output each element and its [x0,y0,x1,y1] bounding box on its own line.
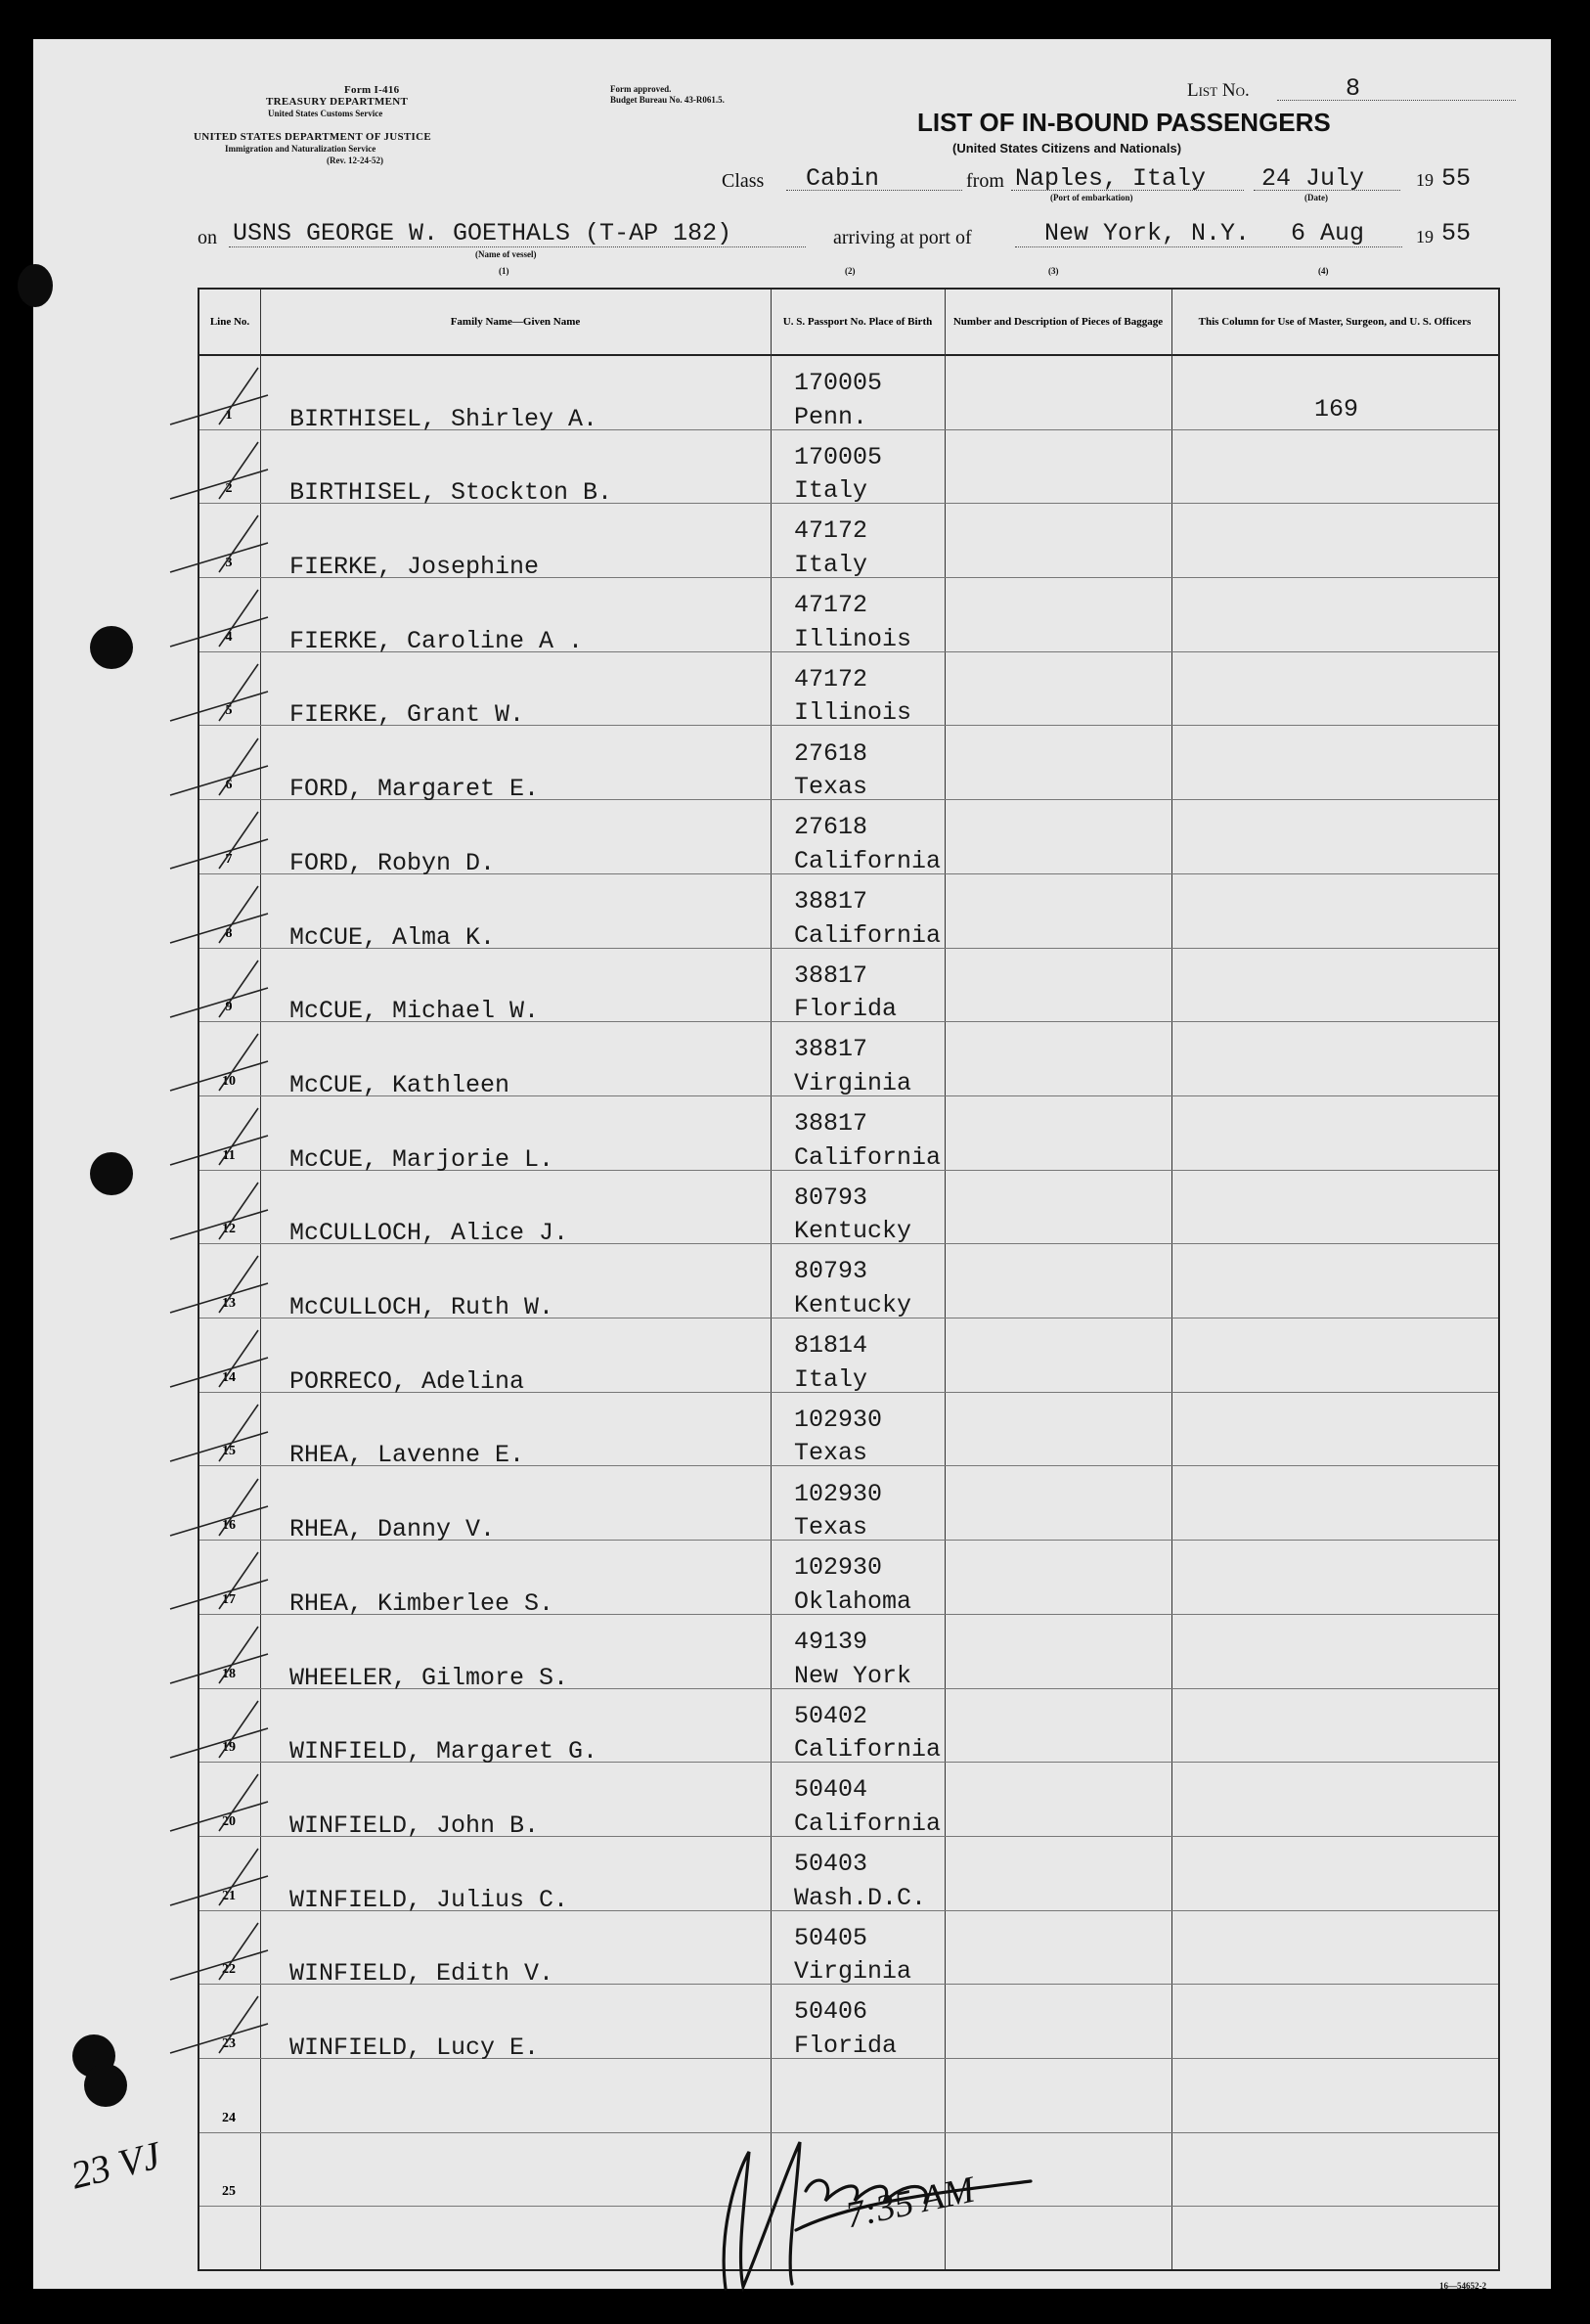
check-mark [199,430,395,505]
col-num-2: (2) [845,266,856,276]
passport-number: 170005 [794,442,883,471]
class-value: Cabin [806,164,880,193]
table-row [199,1763,1498,1840]
check-mark [199,1096,395,1171]
time-note: 7:35 AM [842,2168,979,2237]
place-of-birth: Virginia [794,1068,912,1097]
place-of-birth: Texas [794,773,868,802]
table-row [199,727,1498,804]
place-of-birth: Illinois [794,698,912,728]
passenger-name: RHEA, Lavenne E. [289,1441,525,1470]
budget-bureau: Budget Bureau No. 43-R061.5. [610,95,725,105]
line-number: 20 [222,1813,236,1829]
passport-number: 38817 [794,961,868,990]
port-of-embarkation: Naples, Italy [1015,164,1207,193]
passenger-name: WHEELER, Gilmore S. [289,1663,569,1692]
passenger-name: BIRTHISEL, Shirley A. [289,404,598,433]
table-row [199,1911,1498,1989]
place-of-birth: California [794,846,942,875]
table-row [199,504,1498,582]
header-officers: This Column for Use of Master, Surgeon, and U. S. Officers [1171,290,1498,356]
check-mark [199,1911,395,1986]
list-no-value: 8 [1346,74,1361,103]
place-of-birth: Italy [794,1364,868,1394]
line-number: 6 [225,778,233,793]
on-label: on [198,227,217,248]
line-number: 17 [222,1591,236,1607]
table-row [199,949,1498,1026]
passport-number: 38817 [794,1109,868,1138]
table-row [199,1022,1498,1099]
passport-number: 80793 [794,1183,868,1212]
passport-number: 27618 [794,813,868,842]
line-number: 24 [222,2110,236,2125]
arriving-label: arriving at port of [833,227,972,248]
header-passport: U. S. Passport No. Place of Birth [771,290,945,356]
form-approved: Form approved. [610,84,672,94]
passport-number: 49139 [794,1627,868,1656]
vessel-name: USNS GEORGE W. GOETHALS (T-AP 182) [233,219,732,247]
passport-number: 50403 [794,1850,868,1878]
table-row [199,1171,1498,1248]
table-row [199,356,1498,433]
line-number: 11 [222,1147,236,1163]
passport-number: 47172 [794,664,868,693]
check-mark [199,949,395,1023]
header-baggage: Number and Description of Pieces of Baggage [945,290,1171,356]
place-of-birth: Italy [794,476,868,506]
table-row [199,1096,1498,1174]
passenger-name: FIERKE, Grant W. [289,700,525,730]
check-mark [199,874,395,949]
table-row [199,1393,1498,1470]
passport-number: 38817 [794,886,868,916]
header-line-no: Line No. [199,290,260,356]
check-mark [199,652,395,727]
form-title: LIST OF IN-BOUND PASSENGERS [917,108,1331,137]
line-number: 10 [222,1073,236,1089]
line-number: 3 [225,556,233,571]
place-of-birth: California [794,1142,942,1172]
table-row [199,874,1498,952]
passenger-name: McCUE, Michael W. [289,997,540,1026]
passport-number: 81814 [794,1331,868,1361]
passenger-name: McCULLOCH, Alice J. [289,1219,569,1248]
passenger-name: McCUE, Marjorie L. [289,1144,554,1174]
passenger-name: PORRECO, Adelina [289,1366,525,1396]
embarkation-date: 24 July [1261,164,1365,193]
passenger-table [198,288,1500,2271]
table-row [199,1985,1498,2063]
passport-number: 102930 [794,1405,883,1434]
from-label: from [966,170,1004,192]
col-num-3: (3) [1048,266,1059,276]
table-row [199,1689,1498,1764]
year-prefix: 19 [1416,227,1434,246]
arrival-port: New York, N.Y. [1044,219,1251,247]
passport-number: 47172 [794,516,868,546]
line-number: 8 [225,925,233,941]
line-number: 9 [225,1000,233,1015]
table-row [199,1837,1498,1914]
passenger-name: WINFIELD, Edith V. [289,1959,554,1989]
port-embark-caption: (Port of embarkation) [1050,193,1133,202]
place-of-birth: Texas [794,1513,868,1542]
check-mark [199,1393,395,1467]
place-of-birth: Oklahoma [794,1587,912,1616]
check-mark [199,504,395,578]
line-number: 7 [225,851,233,867]
passenger-name: RHEA, Danny V. [289,1515,496,1544]
place-of-birth: Wash.D.C. [794,1883,927,1912]
table-row [199,800,1498,877]
col-num-4: (4) [1318,266,1329,276]
table-row [199,1318,1498,1396]
year-prefix: 19 [1416,170,1434,190]
line-number: 25 [222,2184,236,2200]
passport-number: 50405 [794,1923,868,1952]
line-number: 19 [222,1740,236,1756]
class-label: Class [722,170,765,192]
table-row [199,652,1498,730]
check-mark [199,1837,395,1911]
line-number: 1 [225,407,233,423]
line-number: 21 [222,1888,236,1903]
passport-number: 50402 [794,1701,868,1730]
place-of-birth: Penn. [794,402,868,431]
check-mark [199,1022,395,1096]
line-number: 5 [225,703,233,719]
arrival-date: 6 Aug [1291,219,1365,247]
vessel-caption: (Name of vessel) [475,249,537,259]
table-row [199,430,1498,508]
passenger-name: McCULLOCH, Ruth W. [289,1293,554,1322]
check-mark [199,1467,395,1542]
line-number: 13 [222,1296,236,1312]
place-of-birth: Virginia [794,1957,912,1987]
passenger-name: RHEA, Kimberlee S. [289,1588,554,1618]
passenger-name: BIRTHISEL, Stockton B. [289,478,613,508]
document-page [33,39,1551,2289]
col-num-1: (1) [499,266,509,276]
passenger-name: WINFIELD, Margaret G. [289,1737,598,1766]
punch-hole [84,2064,127,2107]
table-row [199,1615,1498,1692]
line-number: 2 [225,481,233,497]
check-mark [199,727,395,801]
embarkation-year: 55 [1441,164,1472,193]
justice-dept: UNITED STATES DEPARTMENT OF JUSTICE [194,131,431,143]
header-name: Family Name—Given Name [260,290,771,356]
line-number: 16 [222,1518,236,1534]
passport-number: 38817 [794,1035,868,1064]
check-mark [199,1541,395,1615]
place-of-birth: Kentucky [794,1291,912,1320]
table-row [199,1541,1498,1618]
passport-number: 170005 [794,369,883,397]
place-of-birth: Florida [794,2032,898,2061]
table-row [199,578,1498,655]
place-of-birth: New York [794,1661,912,1690]
place-of-birth: Illinois [794,624,912,653]
form-subtitle: (United States Citizens and Nationals) [952,141,1182,156]
form-id: Form I-416 [344,84,400,96]
passenger-name: McCUE, Alma K. [289,922,496,952]
punch-hole [90,1152,133,1195]
line-number: 15 [222,1444,236,1459]
check-mark [199,1763,395,1837]
passport-number: 27618 [794,738,868,768]
line-number: 14 [222,1369,236,1385]
place-of-birth: Florida [794,995,898,1024]
passport-number: 102930 [794,1479,883,1508]
place-of-birth: California [794,920,942,950]
check-mark [199,1985,395,2059]
footer-code: 16—54652-2 [1439,2281,1486,2291]
check-mark [199,1318,395,1393]
list-no-label: List No. [1187,80,1250,101]
passenger-name: WINFIELD, Lucy E. [289,2034,540,2063]
passenger-name: FIERKE, Caroline A . [289,626,584,655]
check-mark [199,1615,395,1689]
officer-note: 169 [1314,394,1359,424]
passenger-name: FORD, Margaret E. [289,775,540,804]
line-number: 22 [222,1962,236,1978]
line-number: 18 [222,1666,236,1681]
passenger-name: FORD, Robyn D. [289,848,496,877]
place-of-birth: Texas [794,1439,868,1468]
place-of-birth: Italy [794,551,868,580]
date-caption: (Date) [1304,193,1328,202]
check-mark [199,1244,395,1318]
immigration-service: Immigration and Naturalization Service [225,144,376,154]
check-mark [199,1689,395,1764]
line-number: 12 [222,1222,236,1237]
treasury-dept: TREASURY DEPARTMENT [266,96,409,108]
passenger-name: McCUE, Kathleen [289,1070,510,1099]
place-of-birth: California [794,1809,942,1838]
punch-hole [18,264,53,307]
customs-service: United States Customs Service [268,109,383,118]
place-of-birth: Kentucky [794,1217,912,1246]
margin-count: 23 VJ [66,2132,165,2198]
check-mark [199,800,395,874]
table-row [199,1244,1498,1322]
passport-number: 50404 [794,1775,868,1805]
line-number: 23 [222,2036,236,2052]
passport-number: 50406 [794,1997,868,2027]
passenger-name: FIERKE, Josephine [289,553,540,582]
passenger-name: WINFIELD, Julius C. [289,1885,569,1914]
punch-hole [90,626,133,669]
passport-number: 47172 [794,591,868,620]
check-mark [199,356,395,430]
arrival-year: 55 [1441,219,1472,247]
form-revision: (Rev. 12-24-52) [327,156,383,165]
place-of-birth: California [794,1735,942,1765]
passport-number: 80793 [794,1257,868,1286]
line-number: 4 [225,629,233,645]
check-mark [199,578,395,652]
passport-number: 102930 [794,1553,883,1583]
check-mark [199,1171,395,1245]
passenger-name: WINFIELD, John B. [289,1810,540,1840]
table-row [199,1467,1498,1542]
